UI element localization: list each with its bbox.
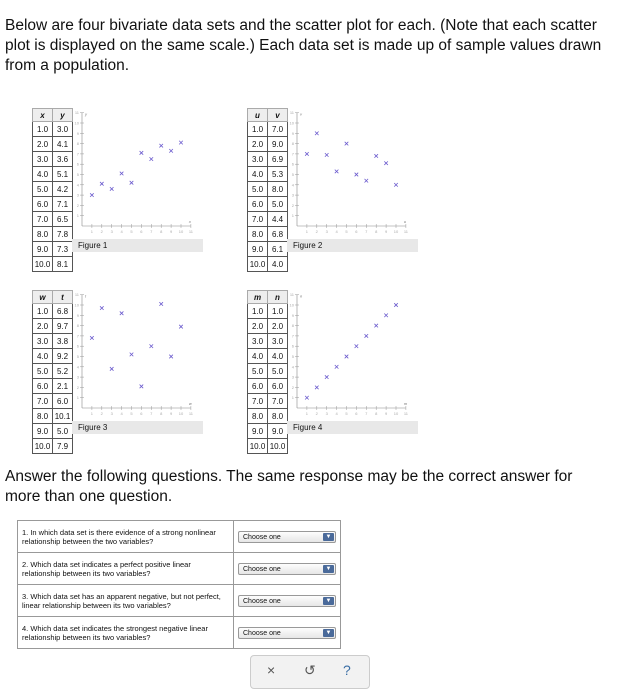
- y-tick-label: 4: [76, 364, 79, 370]
- table-row: 1.0 3.0: [33, 122, 73, 137]
- undo-icon[interactable]: ↺: [304, 662, 316, 678]
- question-row: [18, 521, 341, 553]
- data-point: [120, 311, 124, 315]
- x-tick-label: 5: [345, 411, 348, 416]
- y-tick-label: 8: [76, 323, 79, 329]
- x-tick-label: 10: [393, 411, 399, 416]
- x-tick-label: 7: [150, 229, 153, 234]
- data-point: [315, 132, 319, 136]
- question-text: 2. Which data set indicates a perfect positive linear relationship between its two variables?: [18, 553, 234, 585]
- x-tick-label: 9: [384, 411, 388, 416]
- x-tick-label: 2: [100, 229, 103, 234]
- data-point: [140, 151, 144, 155]
- help-icon[interactable]: ?: [343, 662, 351, 678]
- table-row: 10.0 10.0: [248, 439, 288, 454]
- data-point: [374, 324, 378, 328]
- y-tick-label: 10: [74, 302, 79, 308]
- answer-instructions: Answer the following questions. The same response may be the correct answer for more than one question.: [5, 468, 573, 505]
- y-axis-label: v: [300, 111, 302, 117]
- x-tick-label: 7: [150, 411, 153, 416]
- y-tick-label: 11: [74, 292, 79, 298]
- y-tick-label: 6: [76, 161, 79, 167]
- table-row: 6.0 7.1: [33, 197, 73, 212]
- y-tick-label: 8: [291, 141, 294, 147]
- x-tick-label: 9: [384, 229, 388, 234]
- table-row: 9.0 5.0: [33, 424, 73, 439]
- table-row: 8.0 6.8: [248, 227, 288, 242]
- x-tick-label: 6: [140, 229, 143, 234]
- data-point: [110, 367, 114, 371]
- y-tick-label: 6: [291, 161, 294, 167]
- figure-caption: Figure 1: [72, 239, 203, 252]
- y-tick-label: 5: [291, 172, 294, 177]
- dropdown-arrow-icon: ▼: [323, 533, 334, 541]
- x-tick-label: 1: [90, 411, 94, 416]
- answer-dropdown-2[interactable]: Choose one ▼: [238, 563, 336, 575]
- data-table-1: [32, 108, 73, 272]
- table-row: 4.0 5.1: [33, 167, 73, 182]
- y-tick-label: 7: [76, 151, 79, 157]
- table-row: 4.0 4.0: [248, 349, 288, 364]
- col-header: n: [268, 291, 288, 304]
- x-tick-label: 5: [345, 229, 348, 234]
- y-tick-label: 3: [76, 374, 79, 380]
- x-tick-label: 10: [393, 229, 399, 234]
- table-row: 5.0 5.2: [33, 364, 73, 379]
- scatter-plot-4: [287, 290, 418, 420]
- x-tick-label: 8: [160, 411, 163, 416]
- col-header: y: [53, 109, 73, 122]
- x-tick-label: 7: [365, 229, 368, 234]
- y-tick-label: 11: [74, 110, 79, 116]
- y-tick-label: 5: [76, 172, 79, 177]
- data-point: [325, 375, 329, 379]
- data-point: [345, 142, 349, 146]
- y-tick-label: 9: [76, 312, 79, 318]
- y-tick-label: 2: [291, 202, 294, 208]
- x-tick-label: 9: [169, 229, 173, 234]
- dropdown-arrow-icon: ▼: [323, 565, 334, 573]
- table-row: 6.0 5.0: [248, 197, 288, 212]
- x-tick-label: 4: [120, 411, 123, 416]
- scatter-plot-1: [72, 108, 203, 238]
- x-tick-label: 10: [178, 411, 184, 416]
- data-point: [140, 385, 144, 389]
- data-point: [169, 149, 173, 153]
- answer-dropdown-3[interactable]: Choose one ▼: [238, 595, 336, 607]
- figure-caption: Figure 4: [287, 421, 418, 434]
- col-header: t: [53, 291, 73, 304]
- x-tick-label: 1: [305, 229, 309, 234]
- data-point: [110, 187, 114, 191]
- y-tick-label: 3: [291, 192, 294, 198]
- x-tick-label: 7: [365, 411, 368, 416]
- data-point: [100, 182, 104, 186]
- table-row: 2.0 4.1: [33, 137, 73, 152]
- x-tick-label: 3: [325, 411, 328, 416]
- question-row: [18, 585, 341, 617]
- table-row: 3.0 6.9: [248, 152, 288, 167]
- data-table-2: [247, 108, 288, 272]
- data-point: [150, 344, 154, 348]
- table-row: 1.0 1.0: [248, 304, 288, 319]
- x-tick-label: 9: [169, 411, 173, 416]
- answer-toolbar: [250, 655, 370, 689]
- x-tick-label: 10: [178, 229, 184, 234]
- data-point: [179, 325, 183, 329]
- data-table-3: [32, 290, 73, 454]
- table-row: 8.0 7.8: [33, 227, 73, 242]
- table-row: 4.0 9.2: [33, 349, 73, 364]
- x-tick-label: 1: [90, 229, 94, 234]
- question-text: 1. In which data set is there evidence of a strong nonlinear relationship between the two variables?: [18, 521, 234, 553]
- table-row: 1.0 7.0: [248, 122, 288, 137]
- question-text: 4. Which data set indicates the strongest negative linear relationship between its two variables?: [18, 617, 234, 649]
- x-tick-label: 5: [130, 229, 133, 234]
- answer-dropdown-4[interactable]: Choose one ▼: [238, 627, 336, 639]
- data-point: [159, 144, 163, 148]
- y-axis-label: y: [85, 111, 87, 117]
- col-header: m: [248, 291, 268, 304]
- table-row: 2.0 9.7: [33, 319, 73, 334]
- y-tick-label: 5: [76, 354, 79, 359]
- y-tick-label: 11: [289, 292, 294, 298]
- table-row: 5.0 5.0: [248, 364, 288, 379]
- x-tick-label: 4: [335, 229, 338, 234]
- table-row: 8.0 10.1: [33, 409, 73, 424]
- y-tick-label: 5: [291, 354, 294, 359]
- x-tick-label: 2: [100, 411, 103, 416]
- x-tick-label: 8: [375, 411, 378, 416]
- data-point: [130, 353, 134, 357]
- data-point: [365, 179, 369, 183]
- question-row: [18, 553, 341, 585]
- col-header: v: [268, 109, 288, 122]
- y-tick-label: 10: [289, 120, 294, 126]
- y-tick-label: 2: [76, 384, 79, 390]
- y-tick-label: 3: [291, 374, 294, 380]
- x-tick-label: 1: [305, 411, 309, 416]
- data-point: [315, 386, 319, 390]
- y-tick-label: 11: [289, 110, 294, 116]
- data-point: [335, 170, 339, 174]
- y-tick-label: 10: [74, 120, 79, 126]
- figure-caption: Figure 2: [287, 239, 418, 252]
- table-row: 10.0 7.9: [33, 439, 73, 454]
- y-tick-label: 3: [76, 192, 79, 198]
- x-tick-label: 6: [355, 229, 358, 234]
- y-tick-label: 7: [291, 151, 294, 157]
- x-tick-label: 2: [315, 411, 318, 416]
- table-row: 7.0 6.5: [33, 212, 73, 227]
- x-tick-label: 5: [130, 411, 133, 416]
- y-tick-label: 8: [76, 141, 79, 147]
- question-text: 3. Which data set has an apparent negative, but not perfect, linear relationship between its two variables?: [18, 585, 234, 617]
- table-row: 2.0 9.0: [248, 137, 288, 152]
- table-row: 3.0 3.8: [33, 334, 73, 349]
- dataset-panel-1: [32, 108, 217, 272]
- table-row: 9.0 7.3: [33, 242, 73, 257]
- y-tick-label: 4: [291, 364, 294, 370]
- table-row: 1.0 6.8: [33, 304, 73, 319]
- y-tick-label: 4: [76, 182, 79, 188]
- x-axis-label: x: [188, 219, 191, 224]
- data-point: [384, 314, 388, 318]
- col-header: x: [33, 109, 53, 122]
- dataset-panel-2: [247, 108, 432, 272]
- data-point: [150, 157, 154, 161]
- y-tick-label: 9: [291, 130, 294, 136]
- y-tick-label: 1: [291, 395, 294, 401]
- data-point: [159, 302, 163, 306]
- data-point: [169, 355, 173, 359]
- table-row: 10.0 8.1: [33, 257, 73, 272]
- x-axis-label: m: [403, 401, 408, 406]
- data-point: [394, 303, 398, 307]
- y-tick-label: 10: [289, 302, 294, 308]
- table-row: 8.0 8.0: [248, 409, 288, 424]
- scatter-plot-3: [72, 290, 203, 420]
- x-tick-label: 8: [160, 229, 163, 234]
- data-point: [305, 152, 309, 156]
- questions-table: [17, 520, 341, 649]
- data-point: [90, 193, 94, 197]
- table-row: 3.0 3.6: [33, 152, 73, 167]
- table-row: 9.0 6.1: [248, 242, 288, 257]
- data-point: [100, 306, 104, 310]
- data-point: [130, 181, 134, 185]
- y-tick-label: 7: [291, 333, 294, 339]
- figure-caption: Figure 3: [72, 421, 203, 434]
- data-point: [355, 173, 359, 177]
- y-tick-label: 9: [291, 312, 294, 318]
- y-tick-label: 6: [291, 343, 294, 349]
- x-axis-label: w: [188, 401, 192, 406]
- table-row: 7.0 7.0: [248, 394, 288, 409]
- y-tick-label: 1: [76, 213, 79, 219]
- x-tick-label: 11: [403, 411, 408, 416]
- answer-dropdown-1[interactable]: Choose one ▼: [238, 531, 336, 543]
- x-tick-label: 3: [110, 229, 113, 234]
- col-header: u: [248, 109, 268, 122]
- data-point: [120, 172, 124, 176]
- y-tick-label: 8: [291, 323, 294, 329]
- y-tick-label: 9: [76, 130, 79, 136]
- data-point: [179, 141, 183, 145]
- dropdown-arrow-icon: ▼: [323, 597, 334, 605]
- y-axis-label: t: [85, 293, 87, 299]
- data-point: [325, 153, 329, 157]
- x-tick-label: 11: [188, 411, 193, 416]
- col-header: w: [33, 291, 53, 304]
- data-point: [355, 344, 359, 348]
- x-tick-label: 8: [375, 229, 378, 234]
- table-row: 10.0 4.0: [248, 257, 288, 272]
- scatter-plot-2: [287, 108, 418, 238]
- x-tick-label: 3: [110, 411, 113, 416]
- y-tick-label: 2: [291, 384, 294, 390]
- data-point: [90, 336, 94, 340]
- table-row: 6.0 2.1: [33, 379, 73, 394]
- y-tick-label: 7: [76, 333, 79, 339]
- dropdown-arrow-icon: ▼: [323, 629, 334, 637]
- y-axis-label: n: [300, 293, 303, 299]
- table-row: 7.0 4.4: [248, 212, 288, 227]
- table-row: 6.0 6.0: [248, 379, 288, 394]
- table-row: 7.0 6.0: [33, 394, 73, 409]
- data-point: [335, 365, 339, 369]
- y-tick-label: 2: [76, 202, 79, 208]
- data-point: [394, 183, 398, 187]
- data-point: [305, 396, 309, 400]
- x-tick-label: 11: [403, 229, 408, 234]
- x-tick-label: 4: [120, 229, 123, 234]
- data-point: [374, 154, 378, 158]
- table-row: 9.0 9.0: [248, 424, 288, 439]
- question-row: [18, 617, 341, 649]
- data-point: [345, 355, 349, 359]
- table-row: 4.0 5.3: [248, 167, 288, 182]
- y-tick-label: 4: [291, 182, 294, 188]
- table-row: 3.0 3.0: [248, 334, 288, 349]
- x-axis-label: u: [403, 219, 407, 224]
- x-tick-label: 6: [140, 411, 143, 416]
- data-point: [365, 334, 369, 338]
- x-tick-label: 6: [355, 411, 358, 416]
- x-tick-label: 3: [325, 229, 328, 234]
- y-tick-label: 1: [291, 213, 294, 219]
- x-tick-label: 2: [315, 229, 318, 234]
- table-row: 5.0 4.2: [33, 182, 73, 197]
- table-row: 2.0 2.0: [248, 319, 288, 334]
- dataset-panel-3: [32, 290, 217, 454]
- y-tick-label: 1: [76, 395, 79, 401]
- instructions-text: Below are four bivariate data sets and the scatter plot for each. (Note that each scatter plot is displayed on the same scale.) Each data set is made up of sample values drawn from a population.: [5, 17, 602, 74]
- data-point: [384, 161, 388, 165]
- data-table-4: [247, 290, 288, 454]
- table-row: 5.0 8.0: [248, 182, 288, 197]
- dataset-panel-4: [247, 290, 432, 454]
- clear-icon[interactable]: ×: [267, 662, 276, 678]
- x-tick-label: 11: [188, 229, 193, 234]
- x-tick-label: 4: [335, 411, 338, 416]
- y-tick-label: 6: [76, 343, 79, 349]
